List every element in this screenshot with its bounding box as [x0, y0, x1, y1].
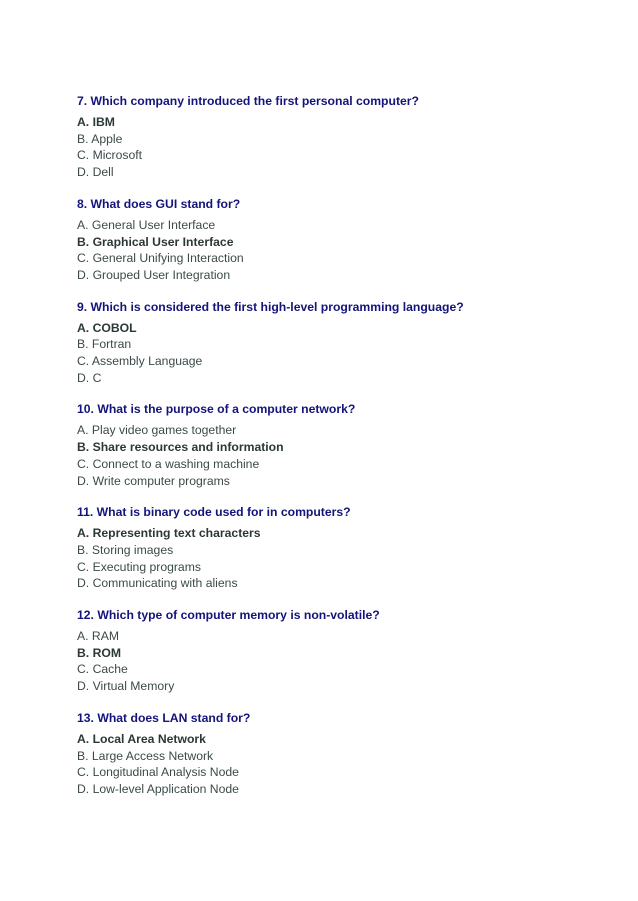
- option-d: D. Virtual Memory: [77, 679, 175, 694]
- question-text: 12. Which type of computer memory is non-volatile?: [77, 608, 380, 623]
- question-block-11: [77, 505, 597, 592]
- option-b: B. Fortran: [77, 337, 132, 352]
- question-block-10: [77, 402, 597, 489]
- option-b: B. Storing images: [77, 542, 174, 557]
- option-a: A. RAM: [77, 629, 119, 644]
- option-c: C. Longitudinal Analysis Node: [77, 765, 239, 780]
- option-c: C. Cache: [77, 662, 128, 677]
- option-d: D. Dell: [77, 165, 114, 180]
- option-a-correct: A. Local Area Network: [77, 731, 206, 746]
- question-text: 11. What is binary code used for in computers?: [77, 505, 351, 520]
- option-c: C. Assembly Language: [77, 354, 203, 369]
- question-text: 8. What does GUI stand for?: [77, 196, 241, 211]
- option-b-correct: B. ROM: [77, 645, 122, 660]
- option-d: D. C: [77, 370, 102, 385]
- option-d: D. Grouped User Integration: [77, 267, 231, 282]
- question-block-7: [77, 94, 597, 181]
- question-text: 10. What is the purpose of a computer network?: [77, 402, 356, 417]
- option-c: C. General Unifying Interaction: [77, 251, 244, 266]
- question-block-8: [77, 197, 597, 284]
- option-c: C. Connect to a washing machine: [77, 456, 260, 471]
- option-a: A. Play video games together: [77, 423, 237, 438]
- question-block-13: [77, 711, 597, 798]
- option-b: B. Apple: [77, 131, 123, 146]
- option-d: D. Low-level Application Node: [77, 781, 239, 796]
- question-text: 13. What does LAN stand for?: [77, 710, 251, 725]
- quiz-content: [77, 94, 597, 814]
- question-text: 7. Which company introduced the first personal computer?: [77, 94, 419, 108]
- question-block-9: [77, 300, 597, 387]
- option-b-correct: B. Graphical User Interface: [77, 234, 234, 249]
- option-b: B. Large Access Network: [77, 748, 214, 763]
- option-d: D. Communicating with aliens: [77, 576, 238, 591]
- option-a-correct: A. Representing text characters: [77, 526, 261, 541]
- option-a-correct: A. COBOL: [77, 320, 137, 335]
- option-a-correct: A. IBM: [77, 115, 115, 129]
- question-text: 9. Which is considered the first high-level programming language?: [77, 299, 464, 314]
- option-d: D. Write computer programs: [77, 473, 230, 488]
- option-a: A. General User Interface: [77, 217, 216, 232]
- question-block-12: [77, 608, 597, 695]
- option-b-correct: B. Share resources and information: [77, 440, 284, 455]
- option-c: C. Microsoft: [77, 148, 143, 163]
- option-c: C. Executing programs: [77, 559, 201, 574]
